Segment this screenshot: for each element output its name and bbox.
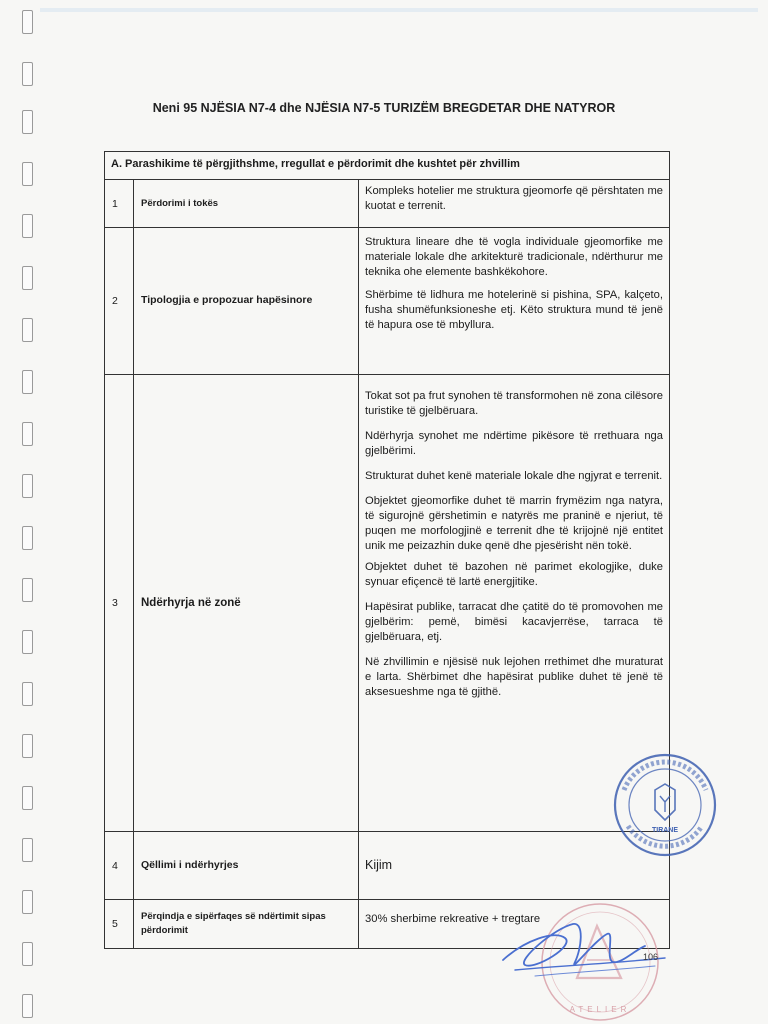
binding-ring [22, 890, 33, 914]
row-label: Ndërhyrja në zonë [134, 375, 359, 831]
binding-ring [22, 838, 33, 862]
binding-ring [22, 162, 33, 186]
binding-ring [22, 474, 33, 498]
binding-ring [22, 422, 33, 446]
binding-ring [22, 62, 33, 86]
row-content [359, 180, 669, 227]
binding-ring [22, 370, 33, 394]
paragraph: Objektet duhet të bazohen në parimet ekologjike, duke synuar efiçencë të lartë energjitike. [365, 561, 663, 588]
table-row [105, 375, 669, 832]
binding-ring [22, 682, 33, 706]
row-number: 5 [105, 900, 134, 948]
paragraph: 30% sherbime rekreative + tregtare [365, 913, 541, 925]
binding-ring [22, 214, 33, 238]
binding-ring [22, 526, 33, 550]
table-row [105, 180, 669, 228]
paragraph: Hapësirat publike, tarracat dhe çatitë do të promovohen me gjelbërim: pemë, bimësi kacavjerrëse, tarraca të gjelbëruara, etj. [365, 601, 663, 643]
page-number: 106 [643, 952, 659, 962]
paragraph: Në zhvillimin e njësisë nuk lejohen rrethimet dhe muraturat e larta. Shërbimet dhe hapësirat publike duhet të jenë të aksesueshme nga të gjithë. [365, 656, 663, 698]
row-number: 2 [105, 228, 134, 374]
blue-stamp-text: TIRANE [651, 827, 679, 834]
row-label: Përqindja e sipërfaqes së ndërtimit sipas përdorimit [134, 900, 359, 948]
paragraph: Shërbime të lidhura me hotelerinë si pishina, SPA, kalçeto, fusha shumëfunksioneshe etj. Këto struktura mund të jenë të hapura ose të mbyllura. [365, 289, 663, 331]
row-label: Qëllimi i ndërhyrjes [134, 832, 359, 899]
binding-ring [22, 10, 33, 34]
binding-ring [22, 786, 33, 810]
regulations-table [104, 151, 670, 949]
binding-ring [22, 734, 33, 758]
row-number: 3 [105, 375, 134, 831]
binding-ring [22, 942, 33, 966]
paragraph: Objektet gjeomorfike duhet të marrin frymëzim nga natyra, të sigurojnë gërshetimin e natyrës me praninë e njeriut, të puqen me morfologjinë e terrenit dhe të krijojnë një entitet unik me peizazhin duke qenë dhe pjesërisht nën tokë. [365, 495, 663, 552]
paragraph: Tokat sot pa frut synohen të transformohen në zona cilësore turistike të gjelbëruara. [365, 390, 663, 417]
spiral-binding [18, 0, 40, 1024]
handwritten-signature [495, 910, 675, 990]
row-content [359, 228, 669, 374]
paragraph: Kijim [365, 858, 393, 872]
scan-edge [40, 8, 758, 12]
binding-ring [22, 266, 33, 290]
row-number: 4 [105, 832, 134, 899]
row-label: Përdorimi i tokës [134, 180, 359, 227]
binding-ring [22, 318, 33, 342]
page-title: Neni 95 NJËSIA N7-4 dhe NJËSIA N7-5 TURIZËM BREGDETAR DHE NATYROR [152, 101, 616, 115]
section-header: A. Parashikime të përgjithshme, rregullat e përdorimit dhe kushtet për zhvillim [105, 152, 669, 180]
red-stamp-text: ATELIER [569, 1005, 631, 1014]
blue-official-stamp [610, 750, 720, 860]
paragraph: Ndërhyrja synohet me ndërtime pikësore të rrethuara nga gjelbërimi. [365, 430, 663, 457]
binding-ring [22, 578, 33, 602]
row-number: 1 [105, 180, 134, 227]
binding-ring [22, 994, 33, 1018]
table-row [105, 832, 669, 900]
table-row [105, 228, 669, 375]
binding-ring [22, 630, 33, 654]
paragraph: Kompleks hotelier me struktura gjeomorfe që përshtaten me kuotat e terrenit. [365, 185, 663, 212]
paragraph: Strukturat duhet kenë materiale lokale dhe ngjyrat e terrenit. [365, 470, 663, 482]
row-label: Tipologjia e propozuar hapësinore [134, 228, 359, 374]
paragraph: Struktura lineare dhe të vogla individuale gjeomorfike me materiale lokale dhe arkitekturë tradicionale, ndërthurur me teknika ohe elemente bashkëkohore. [365, 236, 663, 278]
